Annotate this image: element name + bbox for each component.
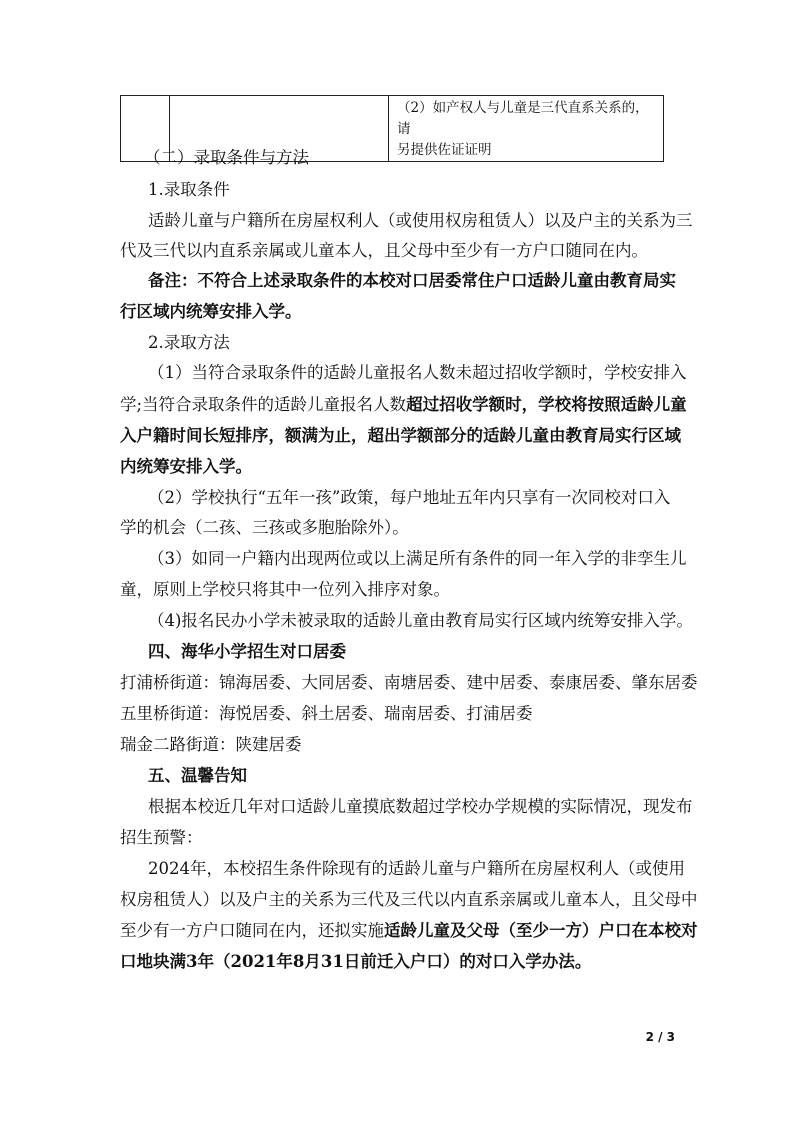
text-line: [120, 951, 680, 973]
text-segment: 备注：不符合上述录取条件的本校对口居委常住户口适龄儿童由教育局实: [148, 271, 676, 290]
text-segment: 至少有一方户口随同在内，还拟实施: [120, 921, 384, 940]
text-segment: 入户籍时间长短排序，额满为止，超出学额部分的适龄儿童由教育局实行区域: [120, 426, 681, 445]
text-line: [120, 301, 680, 323]
text-segment: 根据本校近几年对口适龄儿童摸底数超过学校办学规模的实际情况，现发布: [148, 797, 693, 816]
text-line: [120, 703, 680, 725]
text-segment: 内统筹安排入学。: [120, 457, 252, 476]
text-line: [120, 920, 698, 942]
text-line: [120, 487, 708, 509]
text-segment: 学;当符合录取条件的适龄儿童报名人数: [120, 395, 407, 414]
text-line: [120, 332, 708, 354]
text-segment: 行区域内统筹安排入学。: [120, 302, 302, 321]
text-line: [120, 796, 708, 818]
text-segment: 2.录取方法: [148, 333, 230, 352]
text-line: [120, 889, 698, 911]
text-line: [120, 827, 680, 849]
text-segment: （1）当符合录取条件的适龄儿童报名人数未超过招收学额时，学校安排入: [148, 363, 687, 382]
text-segment: 2024年，本校招生条件除现有的适龄儿童与户籍所在房屋权利人（或使用: [148, 859, 685, 878]
text-line: [120, 734, 680, 756]
text-segment: （3）如同一户籍内出现两位或以上满足所有条件的同一年入学的非孪生儿: [148, 549, 687, 568]
text-segment: （4)报名民办小学未被录取的适龄儿童由教育局实行区域内统筹安排入学。: [148, 611, 693, 630]
text-line: [120, 240, 680, 262]
text-segment: 适龄儿童及父母（至少一方）户口在本校对: [384, 921, 698, 940]
text-line: [120, 858, 708, 880]
page-number: 2 / 3: [645, 1030, 675, 1044]
text-segment: 代及三代以内直系亲属或儿童本人，且父母中至少有一方户口随同在内。: [120, 241, 648, 260]
text-line: [120, 362, 708, 384]
text-line: [120, 179, 708, 201]
text-segment: （2）学校执行“五年一孩”政策，每户地址五年内只享有一次同校对口入: [148, 488, 671, 507]
text-line: [120, 394, 687, 416]
text-segment: 招生预警：: [120, 828, 203, 847]
text-segment: 口地块满3年（2021年8月31日前迁入户口）的对口入学办法。: [120, 952, 592, 971]
text-line: [120, 517, 680, 539]
text-segment: 打浦桥街道：锦海居委、大同居委、南塘居委、建中居委、泰康居委、肇东居委: [120, 673, 698, 692]
text-line: [120, 210, 708, 232]
text-segment: 适龄儿童与户籍所在房屋权利人（或使用权房租赁人）以及户主的关系为三: [148, 211, 693, 230]
text-segment: 1.录取条件: [148, 180, 230, 199]
text-line: [120, 641, 708, 663]
text-line: [120, 147, 704, 169]
text-line: [120, 579, 680, 601]
table-note-line-1: （2）如产权人与儿童是三代直系关系的，请: [397, 100, 649, 137]
text-line: [120, 672, 698, 694]
text-line: [120, 270, 708, 292]
text-segment: 瑞金二路街道：陕建居委: [120, 735, 302, 754]
table-note-line-2: 另提供佐证证明: [397, 142, 492, 158]
text-segment: 超过招收学额时，学校将按照适龄儿童: [406, 395, 687, 414]
text-line: [120, 456, 680, 478]
text-segment: 学的机会（二孩、三孩或多胞胎除外）。: [120, 518, 409, 537]
text-segment: 五、温馨告知: [148, 766, 247, 785]
text-segment: （二）录取条件与方法: [144, 148, 309, 167]
text-segment: 四、海华小学招生对口居委: [148, 642, 346, 661]
text-line: [120, 548, 708, 570]
text-line: [120, 765, 708, 787]
text-line: [120, 425, 680, 447]
text-segment: 童，原则上学校只将其中一位列入排序对象。: [120, 580, 450, 599]
text-segment: 权房租赁人）以及户主的关系为三代及三代以内直系亲属或儿童本人，且父母中: [120, 890, 698, 909]
text-line: [120, 610, 708, 632]
text-segment: 五里桥街道：海悦居委、斜土居委、瑞南居委、打浦居委: [120, 704, 533, 723]
